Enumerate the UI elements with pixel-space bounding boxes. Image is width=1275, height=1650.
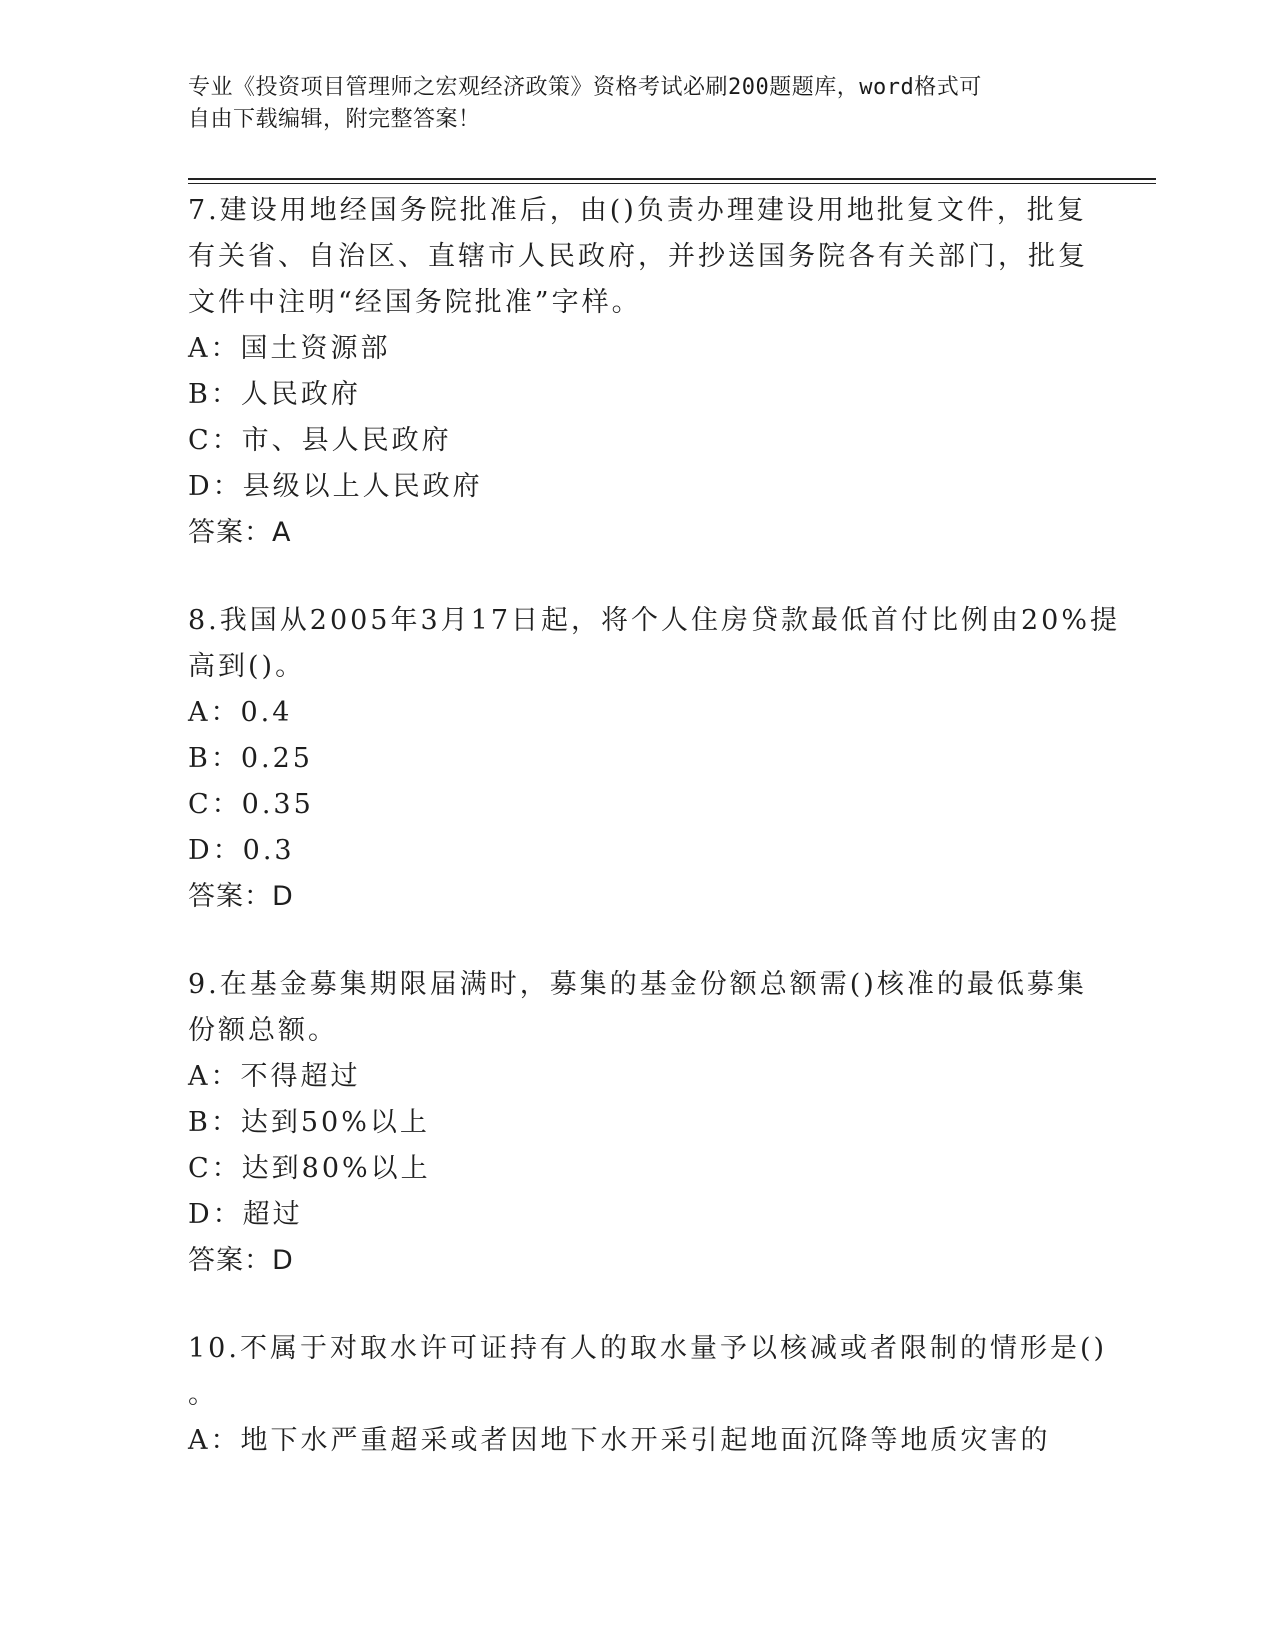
option-a: A：不得超过: [188, 1061, 361, 1092]
question-stem-line: 7.建设用地经国务院批准后，由()负责办理建设用地批复文件，批复: [188, 195, 1087, 226]
option-c: C：0.35: [188, 789, 314, 820]
answer-line: 答案：D: [188, 881, 294, 912]
option-a: A：国土资源部: [188, 333, 391, 364]
answer-line: 答案：A: [188, 517, 292, 548]
option-a: A：地下水严重超采或者因地下水开采引起地面沉降等地质灾害的: [188, 1425, 1051, 1456]
question-stem-line: 高到()。: [188, 651, 306, 682]
question-spacer: [188, 920, 1088, 962]
option-c: C：市、县人民政府: [188, 425, 452, 456]
answer-line: 答案：D: [188, 1245, 294, 1276]
question-list: [188, 188, 1121, 1464]
header-line-2: 自由下载编辑，附完整答案！: [188, 107, 481, 132]
header-divider-thin: [188, 183, 1156, 184]
header-divider-thick: [188, 178, 1156, 180]
option-d: D：超过: [188, 1199, 303, 1230]
question-stem-line: 份额总额。: [188, 1015, 338, 1046]
option-a: A：0.4: [188, 697, 293, 728]
question-spacer: [188, 1284, 1088, 1326]
option-d: D：县级以上人民政府: [188, 471, 483, 502]
option-b: B：人民政府: [188, 379, 361, 410]
option-c: C：达到80%以上: [188, 1153, 431, 1184]
document-header: [188, 72, 1088, 136]
question-9: [188, 962, 1088, 1284]
question-spacer: [188, 556, 1088, 598]
question-7: [188, 188, 1088, 556]
option-d: D：0.3: [188, 835, 295, 866]
header-line-1: 专业《投资项目管理师之宏观经济政策》资格考试必刷200题题库，word格式可: [188, 75, 982, 100]
question-stem-line: 文件中注明“经国务院批准”字样。: [188, 287, 642, 318]
question-stem-line: 9.在基金募集期限届满时，募集的基金份额总额需()核准的最低募集: [188, 969, 1087, 1000]
question-8: [188, 598, 1121, 920]
question-stem-line: 有关省、自治区、直辖市人民政府，并抄送国务院各有关部门，批复: [188, 241, 1088, 272]
question-stem-line: 10.不属于对取水许可证持有人的取水量予以核减或者限制的情形是(): [188, 1333, 1108, 1364]
question-stem-line: 8.我国从2005年3月17日起，将个人住房贷款最低首付比例由20%提: [188, 605, 1121, 636]
option-b: B：达到50%以上: [188, 1107, 430, 1138]
question-10: [188, 1326, 1108, 1464]
option-b: B：0.25: [188, 743, 313, 774]
question-stem-line: 。: [188, 1379, 218, 1410]
